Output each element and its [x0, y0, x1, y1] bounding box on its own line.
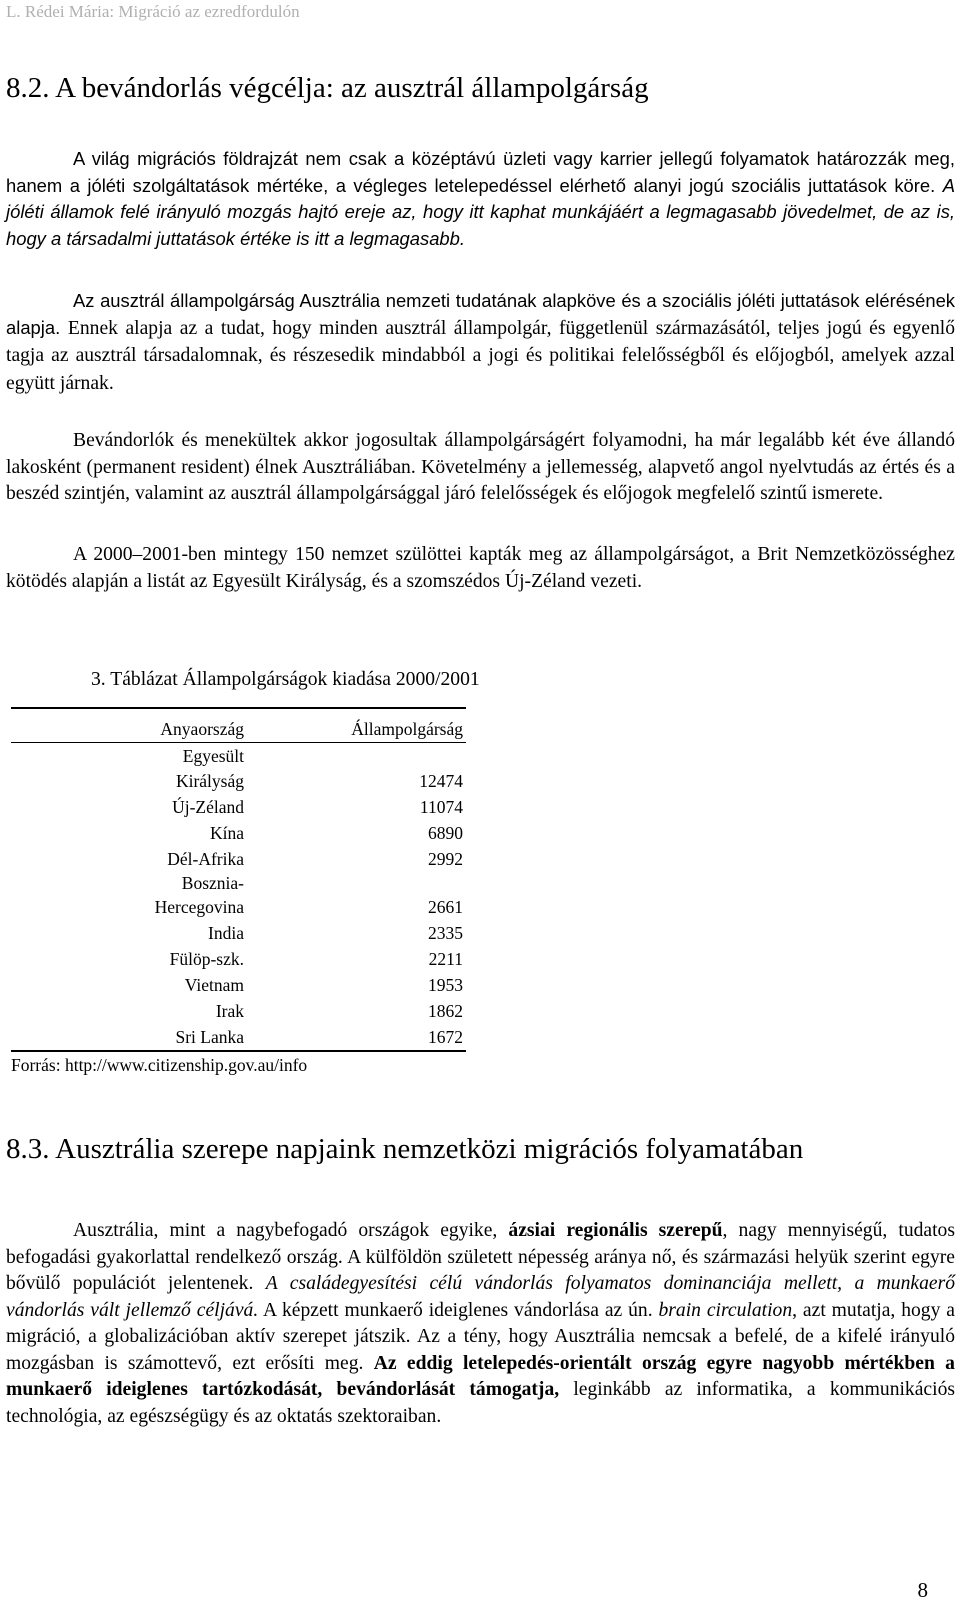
paragraph-3-text: Bevándorlók és menekültek akkor jogosultak állampolgárságért folyamodni, ha már legalább két éve állandó lakosként (permanent resident) élnek Ausztráliában. Követelmény a jellemesség, alapvető angol nyelvtudás az értés és a beszéd szintjén, valamint az ausztrál állampolgársággal járó felelősségek és előjogok megfelelő szintű ismerete. [6, 430, 955, 504]
value-cell: 2661 [428, 897, 463, 917]
table-title: 3. Táblázat Állampolgárságok kiadása 2000/2001 [91, 669, 480, 690]
column-header-country: Anyaország [160, 719, 244, 739]
table-top-rule [11, 707, 466, 709]
value-cell: 1862 [428, 1001, 463, 1021]
paragraph-5-text-4: , azt mutatja, hogy a migráció, a globalizációban aktív szerepet játszik. Az a tény, hogy Ausztrália nemcsak a befelé, de a kifelé irányuló mozgásban is számottevő, ezt erősíti meg. [6, 1299, 955, 1374]
paragraph-2-serif-text: Ennek alapja az a tudat, hogy minden ausztrál állampolgár, függetlenül származásától, teljes jogú és egyenlő tagja az ausztrál társadalomnak, és részesedik mindabból a jogi és politikai felelősségből és előjogból, amelyek azzal együtt járnak. [6, 317, 955, 394]
paragraph-5-bold-2: Az eddig letelepedés-orientált ország egyre nagyobb mértékben a munkaerő ideiglenes tartózkodását, bevándorlását támogatja, [6, 1352, 955, 1400]
table-row [11, 771, 466, 797]
country-cell: Vietnam [184, 975, 244, 995]
value-cell: 2335 [428, 923, 463, 943]
country-cell: Királyság [175, 771, 244, 791]
paragraph-1-text: A világ migrációs földrajzát nem csak a középtávú üzleti vagy karrier jellegű folyamatok határozzák meg, hanem a jóléti szolgáltatások mértéke, a végleges letelepedéssel elérhető alanyi jogú szociális juttatások köre. [6, 148, 955, 196]
header-rule-right [244, 742, 466, 743]
table-bottom-rule [11, 1050, 466, 1052]
running-header: L. Rédei Mária: Migráció az ezredfordulón [6, 2, 300, 21]
table-row [11, 897, 466, 923]
country-cell: India [208, 923, 244, 943]
country-cell: Új-Zéland [172, 797, 244, 817]
paragraph-5-text-5: leginkább az informatika, a kommunikációs technológia, az egészségügy és az oktatás szektoraiban. [6, 1379, 955, 1427]
paragraph-3 [6, 428, 955, 508]
table-row [11, 797, 466, 823]
section-heading-8-3: 8.3. Ausztrália szerepe napjaink nemzetközi migrációs folyamatában [6, 1133, 804, 1165]
value-cell: 1672 [428, 1027, 463, 1047]
section-heading-8-2: 8.2. A bevándorlás végcélja: az ausztrál állampolgárság [6, 72, 649, 104]
country-cell: Irak [215, 1001, 244, 1021]
paragraph-5-text-1: Ausztrália, mint a nagybefogadó országok egyike, [73, 1220, 509, 1241]
paragraph-5-text-2: , nagy mennyiségű, tudatos befogadási gyakorlattal rendelkező ország. A külföldön született népesség aránya nő, és származási helyük szerint egyre bővülő populációt jelentenek. [6, 1220, 955, 1294]
table-row [11, 823, 466, 849]
table-row [11, 975, 466, 1001]
paragraph-5 [6, 1218, 955, 1430]
value-cell: 6890 [428, 823, 463, 843]
paragraph-4 [6, 542, 955, 595]
country-cell: Kína [209, 823, 244, 843]
country-cell: Dél-Afrika [167, 849, 244, 869]
table-source: Forrás: http://www.citizenship.gov.au/info [11, 1055, 308, 1075]
paragraph-5-italic-2: brain circulation [658, 1299, 793, 1321]
header-rule-left [11, 742, 244, 743]
table-row [11, 873, 466, 899]
column-header-citizenship: Állampolgárság [351, 719, 463, 739]
value-cell: 12474 [419, 771, 463, 791]
country-cell: Hercegovina [154, 897, 244, 917]
value-cell: 2992 [428, 849, 463, 869]
table-row [11, 849, 466, 875]
paragraph-1-italic: A jóléti államok felé irányuló mozgás hajtó ereje az, hogy itt kaphat munkájáért a legmagasabb jövedelmet, de az is, hogy a társadalmi juttatások értéke is itt a legmagasabb. [6, 174, 955, 249]
paragraph-5-text-3: A képzett munkaerő ideiglenes vándorlása az ún. [258, 1299, 659, 1321]
paragraph-1 [6, 146, 955, 252]
country-cell: Egyesült [182, 746, 244, 766]
paragraph-5-bold-1: ázsiai regionális szerepű [508, 1220, 723, 1241]
table-row [11, 923, 466, 949]
country-cell: Bosznia- [181, 873, 244, 893]
page-number: 8 [917, 1578, 928, 1602]
value-cell: 2211 [428, 949, 463, 969]
country-cell: Sri Lanka [175, 1027, 244, 1047]
table-row [11, 949, 466, 975]
paragraph-2 [6, 288, 955, 397]
table-row [11, 1001, 466, 1027]
country-cell: Fülöp-szk. [169, 949, 244, 969]
table-row [11, 746, 466, 772]
value-cell: 11074 [419, 797, 463, 817]
paragraph-5-italic-1: A családegyesítési célú vándorlás folyamatos dominanciája mellett, a munkaerő vándorlás vált jellemző céljává. [6, 1273, 955, 1321]
value-cell: 1953 [428, 975, 463, 995]
paragraph-2-sans-text: Az ausztrál állampolgárság Ausztrália nemzeti tudatának alapköve és a szociális jóléti juttatások elérésének alapja. [6, 290, 955, 338]
paragraph-4-text: A 2000–2001-ben mintegy 150 nemzet szülöttei kapták meg az állampolgárságot, a Brit Nemzetközösséghez kötödés alapján a listát az Egyesült Királyság, és a szomszédos Új-Zéland vezeti. [6, 544, 955, 592]
